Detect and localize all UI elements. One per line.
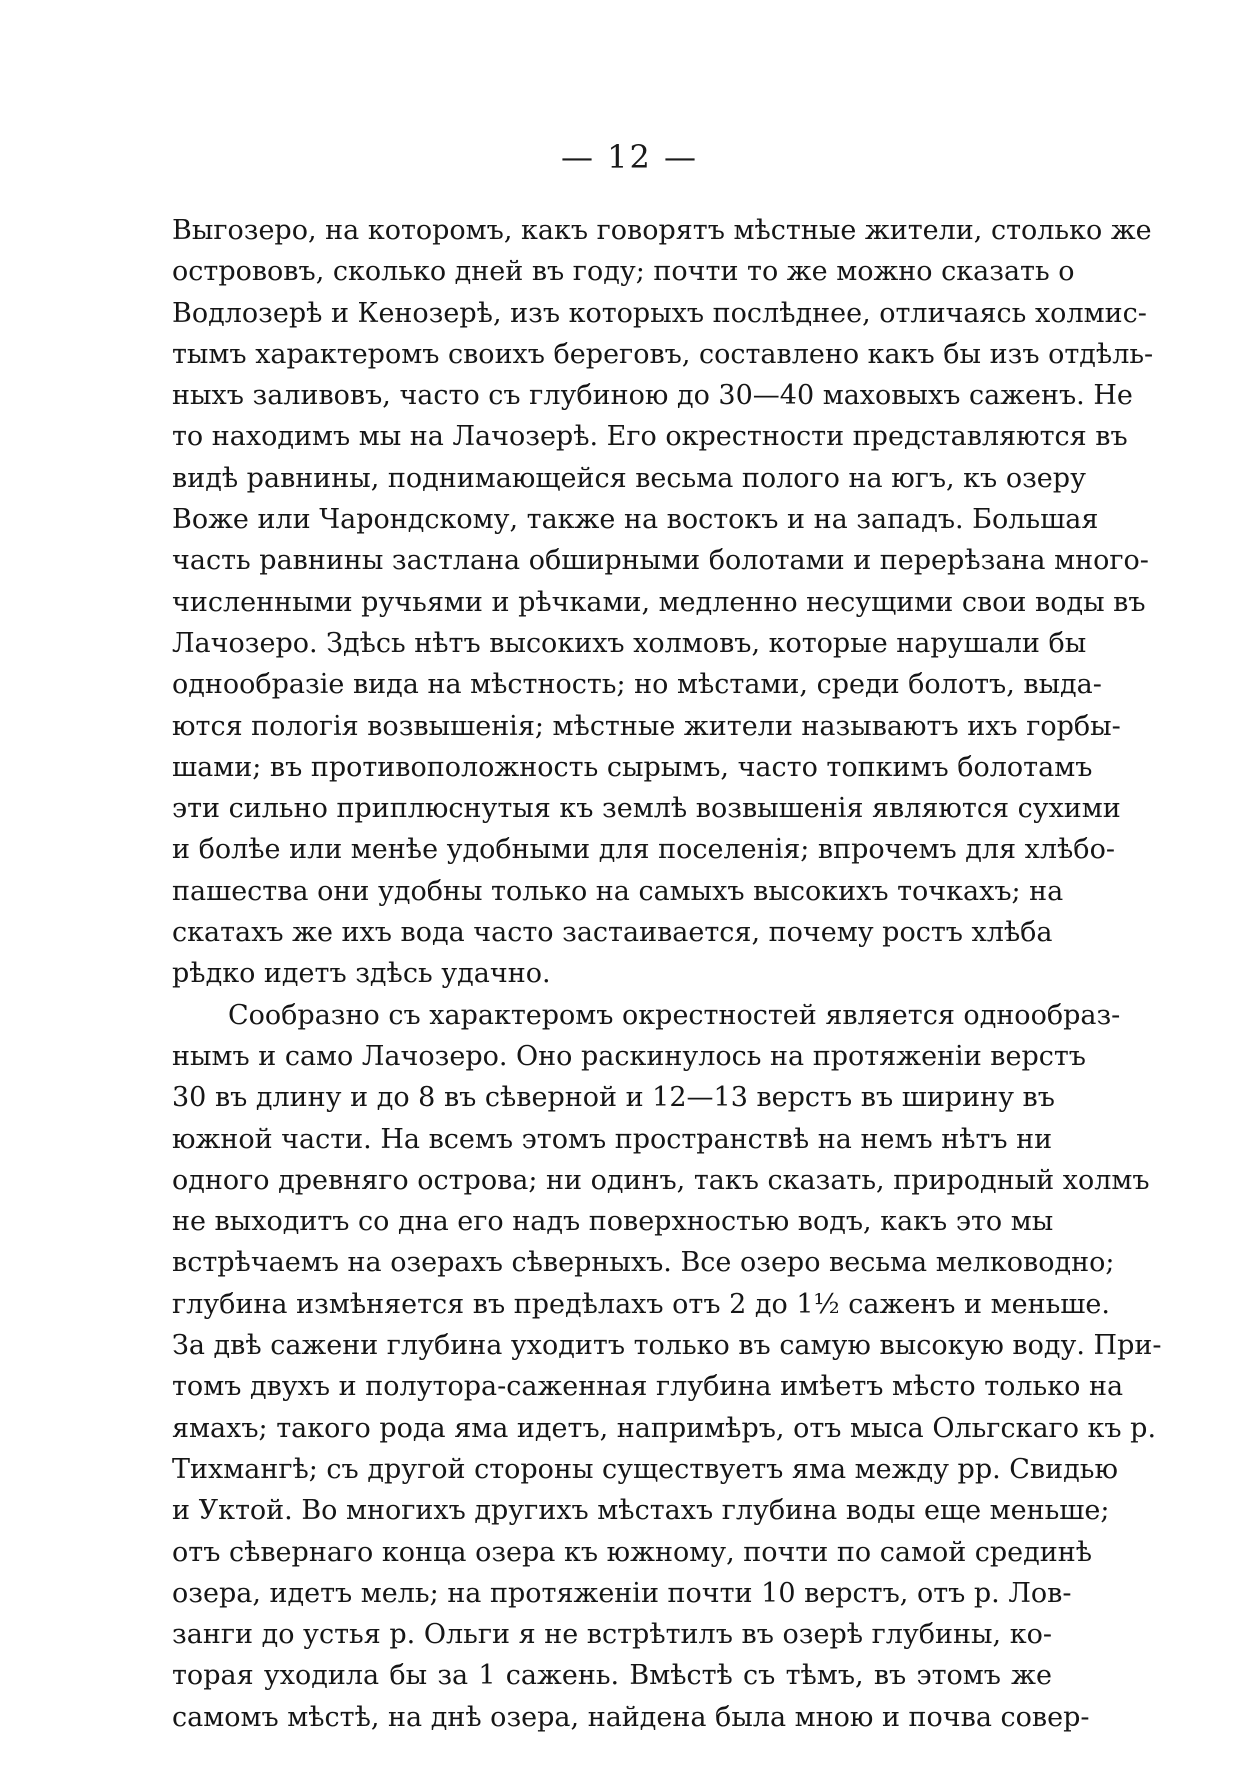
text-line: томъ двухъ и полутора-саженная глубина имѣетъ мѣсто только на: [172, 1371, 1124, 1403]
text-line: Сообразно съ характеромъ окрестностей является однообраз-: [228, 999, 1121, 1031]
paragraph: [172, 210, 1154, 995]
text-line: одного древняго острова; ни одинъ, такъ сказать, природный холмъ: [172, 1164, 1150, 1196]
text-line: За двѣ сажени глубина уходитъ только въ самую высокую воду. При-: [172, 1330, 1162, 1362]
paragraph: [172, 995, 1162, 1738]
body-text: [172, 210, 1162, 1738]
text-line: торая уходила бы за 1 сажень. Вмѣстѣ съ тѣмъ, въ этомъ же: [172, 1660, 1052, 1692]
text-line: отъ сѣвернаго конца озера къ южному, почти по самой срединѣ: [172, 1536, 1093, 1568]
text-line: то находимъ мы на Лачозерѣ. Его окрестности представляются въ: [172, 421, 1128, 453]
text-line: однообразіе вида на мѣстность; но мѣстами, среди болотъ, выда-: [172, 669, 1102, 701]
text-line: и болѣе или менѣе удобными для поселенія; впрочемъ для хлѣбо-: [172, 834, 1115, 866]
text-line: и Уктой. Во многихъ другихъ мѣстахъ глубина воды еще меньше;: [172, 1495, 1110, 1527]
text-line: озера, идетъ мель; на протяженіи почти 10 верстъ, отъ р. Лов-: [172, 1577, 1072, 1609]
text-line: 30 въ длину и до 8 въ сѣверной и 12—13 верстъ въ ширину въ: [172, 1082, 1055, 1114]
text-line: тымъ характеромъ своихъ береговъ, составлено какъ бы изъ отдѣль-: [172, 338, 1154, 370]
text-line: Тихмангѣ; съ другой стороны существуетъ яма между рр. Свидью: [172, 1453, 1118, 1485]
text-line: ются пологія возвышенія; мѣстные жители называютъ ихъ горбы-: [172, 710, 1121, 742]
text-line: не выходитъ со дна его надъ поверхностью водъ, какъ это мы: [172, 1206, 1054, 1238]
text-line: острововъ, сколько дней въ году; почти то же можно сказать о: [172, 256, 1075, 288]
text-line: рѣдко идетъ здѣсь удачно.: [172, 958, 551, 990]
text-line: Лачозеро. Здѣсь нѣтъ высокихъ холмовъ, которые нарушали бы: [172, 627, 1087, 659]
page-number: — 12 —: [560, 138, 699, 176]
text-line: скатахъ же ихъ вода часто застаивается, почему ростъ хлѣба: [172, 917, 1053, 949]
text-line: южной части. На всемъ этомъ пространствѣ на немъ нѣтъ ни: [172, 1123, 1053, 1155]
text-line: эти сильно приплюснутыя къ землѣ возвышенія являются сухими: [172, 793, 1121, 825]
text-line: ныхъ заливовъ, часто съ глубиною до 30—40 маховыхъ саженъ. Не: [172, 380, 1133, 412]
text-line: ямахъ; такого рода яма идетъ, напримѣръ, отъ мыса Ольгскаго къ р.: [172, 1412, 1157, 1444]
text-line: пашества они удобны только на самыхъ высокихъ точкахъ; на: [172, 875, 1064, 907]
text-line: Водлозерѣ и Кенозерѣ, изъ которыхъ послѣднее, отличаясь холмис-: [172, 297, 1147, 329]
text-line: Воже или Чарондскому, также на востокъ и на западъ. Большая: [172, 504, 1099, 536]
text-line: встрѣчаемъ на озерахъ сѣверныхъ. Все озеро весьма мелководно;: [172, 1247, 1115, 1279]
paragraphs: [172, 210, 1162, 1738]
text-line: нымъ и само Лачозеро. Оно раскинулось на протяженіи верстъ: [172, 1040, 1086, 1072]
text-line: численными ручьями и рѣчками, медленно несущими свои воды въ: [172, 586, 1146, 618]
text-line: занги до устья р. Ольги я не встрѣтилъ въ озерѣ глубины, ко-: [172, 1619, 1052, 1651]
text-line: шами; въ противоположность сырымъ, часто топкимъ болотамъ: [172, 751, 1093, 783]
text-line: часть равнины застлана обширными болотами и перерѣзана много-: [172, 545, 1149, 577]
text-line: самомъ мѣстѣ, на днѣ озера, найдена была мною и почва совер-: [172, 1701, 1090, 1733]
text-line: глубина измѣняется въ предѣлахъ отъ 2 до 1½ саженъ и меньше.: [172, 1288, 1110, 1320]
text-line: видѣ равнины, поднимающейся весьма полого на югъ, къ озеру: [172, 462, 1086, 494]
text-line: Выгозеро, на которомъ, какъ говорятъ мѣстные жители, столько же: [172, 215, 1152, 246]
